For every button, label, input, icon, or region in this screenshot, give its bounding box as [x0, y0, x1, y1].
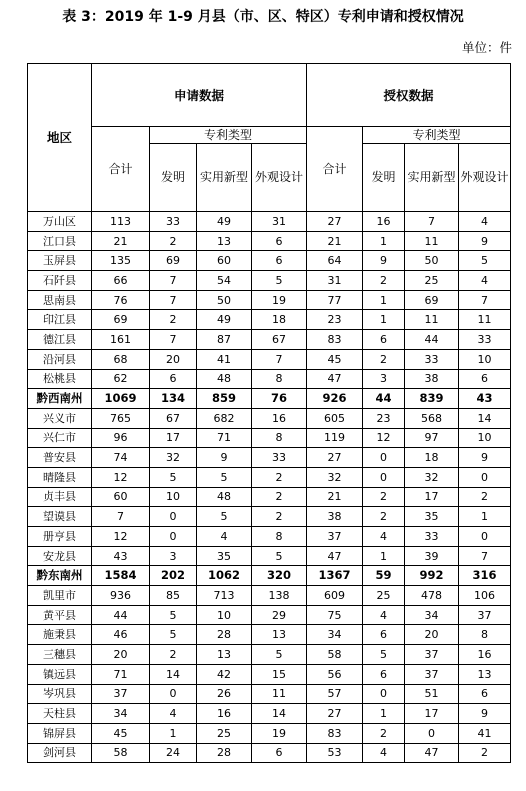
value-cell: 38 — [307, 507, 363, 527]
value-cell: 8 — [459, 625, 511, 645]
value-cell: 202 — [150, 566, 197, 586]
region-cell: 晴隆县 — [28, 467, 92, 487]
value-cell: 0 — [150, 527, 197, 547]
value-cell: 1 — [150, 723, 197, 743]
value-cell: 43 — [92, 546, 150, 566]
value-cell: 14 — [459, 408, 511, 428]
value-cell: 83 — [307, 723, 363, 743]
value-cell: 48 — [197, 487, 252, 507]
value-cell: 6 — [150, 369, 197, 389]
value-cell: 71 — [197, 428, 252, 448]
header-app-patent-type: 专利类型 — [150, 127, 307, 144]
value-cell: 19 — [252, 290, 307, 310]
value-cell: 50 — [405, 251, 459, 271]
table-row — [28, 605, 511, 625]
value-cell: 47 — [307, 546, 363, 566]
region-cell: 沿河县 — [28, 349, 92, 369]
value-cell: 53 — [307, 743, 363, 763]
value-cell: 25 — [197, 723, 252, 743]
value-cell: 926 — [307, 389, 363, 409]
value-cell: 26 — [197, 684, 252, 704]
value-cell: 32 — [150, 448, 197, 468]
value-cell: 13 — [197, 645, 252, 665]
table-row — [28, 487, 511, 507]
value-cell: 5 — [252, 546, 307, 566]
value-cell: 5 — [197, 507, 252, 527]
value-cell: 16 — [459, 645, 511, 665]
value-cell: 33 — [252, 448, 307, 468]
value-cell: 56 — [307, 664, 363, 684]
value-cell: 0 — [363, 467, 405, 487]
value-cell: 60 — [92, 487, 150, 507]
value-cell: 682 — [197, 408, 252, 428]
value-cell: 8 — [252, 428, 307, 448]
table-row — [28, 467, 511, 487]
value-cell: 4 — [363, 743, 405, 763]
value-cell: 7 — [150, 271, 197, 291]
value-cell: 1 — [363, 310, 405, 330]
region-cell: 德江县 — [28, 330, 92, 350]
region-cell: 普安县 — [28, 448, 92, 468]
value-cell: 23 — [307, 310, 363, 330]
value-cell: 27 — [307, 704, 363, 724]
value-cell: 2 — [363, 507, 405, 527]
value-cell: 44 — [405, 330, 459, 350]
header-app-invention: 发明 — [150, 144, 197, 212]
table-row — [28, 212, 511, 232]
value-cell: 87 — [197, 330, 252, 350]
header-region: 地区 — [28, 64, 92, 212]
value-cell: 41 — [197, 349, 252, 369]
value-cell: 5 — [363, 645, 405, 665]
table-row — [28, 231, 511, 251]
value-cell: 4 — [363, 527, 405, 547]
header-grant: 授权数据 — [307, 64, 511, 127]
value-cell: 5 — [252, 271, 307, 291]
value-cell: 69 — [92, 310, 150, 330]
value-cell: 4 — [363, 605, 405, 625]
table-row — [28, 251, 511, 271]
value-cell: 9 — [459, 231, 511, 251]
value-cell: 5 — [197, 467, 252, 487]
value-cell: 32 — [307, 467, 363, 487]
table-row — [28, 428, 511, 448]
value-cell: 0 — [150, 684, 197, 704]
value-cell: 113 — [92, 212, 150, 232]
region-cell: 岑巩县 — [28, 684, 92, 704]
value-cell: 6 — [363, 330, 405, 350]
value-cell: 936 — [92, 586, 150, 606]
table-row — [28, 330, 511, 350]
value-cell: 106 — [459, 586, 511, 606]
value-cell: 34 — [405, 605, 459, 625]
value-cell: 2 — [459, 743, 511, 763]
value-cell: 0 — [363, 684, 405, 704]
region-cell: 玉屏县 — [28, 251, 92, 271]
value-cell: 7 — [150, 330, 197, 350]
value-cell: 14 — [252, 704, 307, 724]
value-cell: 1 — [363, 290, 405, 310]
value-cell: 9 — [459, 704, 511, 724]
value-cell: 6 — [363, 664, 405, 684]
value-cell: 45 — [307, 349, 363, 369]
value-cell: 13 — [197, 231, 252, 251]
value-cell: 6 — [252, 743, 307, 763]
value-cell: 5 — [150, 625, 197, 645]
header-app-total: 合计 — [92, 127, 150, 212]
table-row — [28, 290, 511, 310]
value-cell: 6 — [252, 231, 307, 251]
value-cell: 54 — [197, 271, 252, 291]
region-cell: 锦屏县 — [28, 723, 92, 743]
table-row — [28, 704, 511, 724]
region-cell: 黔东南州 — [28, 566, 92, 586]
value-cell: 77 — [307, 290, 363, 310]
table-row — [28, 586, 511, 606]
value-cell: 12 — [92, 467, 150, 487]
value-cell: 38 — [405, 369, 459, 389]
value-cell: 2 — [363, 349, 405, 369]
value-cell: 28 — [197, 625, 252, 645]
header-grant-utility: 实用新型 — [405, 144, 459, 212]
value-cell: 1 — [363, 546, 405, 566]
value-cell: 6 — [252, 251, 307, 271]
value-cell: 2 — [150, 231, 197, 251]
region-cell: 松桃县 — [28, 369, 92, 389]
value-cell: 32 — [405, 467, 459, 487]
value-cell: 33 — [459, 330, 511, 350]
value-cell: 18 — [252, 310, 307, 330]
value-cell: 5 — [459, 251, 511, 271]
value-cell: 7 — [405, 212, 459, 232]
value-cell: 69 — [150, 251, 197, 271]
region-cell: 思南县 — [28, 290, 92, 310]
header-app-design: 外观设计 — [252, 144, 307, 212]
value-cell: 1 — [363, 231, 405, 251]
region-cell: 剑河县 — [28, 743, 92, 763]
value-cell: 4 — [150, 704, 197, 724]
value-cell: 4 — [197, 527, 252, 547]
value-cell: 1 — [363, 704, 405, 724]
table-row — [28, 389, 511, 409]
value-cell: 20 — [150, 349, 197, 369]
value-cell: 96 — [92, 428, 150, 448]
header-grant-total: 合计 — [307, 127, 363, 212]
value-cell: 320 — [252, 566, 307, 586]
value-cell: 58 — [307, 645, 363, 665]
value-cell: 12 — [92, 527, 150, 547]
value-cell: 7 — [92, 507, 150, 527]
value-cell: 25 — [405, 271, 459, 291]
value-cell: 31 — [252, 212, 307, 232]
value-cell: 23 — [363, 408, 405, 428]
value-cell: 27 — [307, 448, 363, 468]
value-cell: 0 — [459, 467, 511, 487]
region-cell: 万山区 — [28, 212, 92, 232]
patent-table — [27, 63, 511, 763]
value-cell: 37 — [459, 605, 511, 625]
region-cell: 江口县 — [28, 231, 92, 251]
value-cell: 11 — [405, 310, 459, 330]
value-cell: 33 — [150, 212, 197, 232]
value-cell: 2 — [459, 487, 511, 507]
table-title: 表 3：2019 年 1-9 月县（市、区、特区）专利申请和授权情况 — [62, 9, 464, 25]
value-cell: 48 — [197, 369, 252, 389]
value-cell: 41 — [459, 723, 511, 743]
header-app-utility: 实用新型 — [197, 144, 252, 212]
region-cell: 石阡县 — [28, 271, 92, 291]
value-cell: 42 — [197, 664, 252, 684]
value-cell: 839 — [405, 389, 459, 409]
value-cell: 765 — [92, 408, 150, 428]
value-cell: 59 — [363, 566, 405, 586]
region-cell: 施秉县 — [28, 625, 92, 645]
value-cell: 64 — [307, 251, 363, 271]
table-row — [28, 546, 511, 566]
value-cell: 74 — [92, 448, 150, 468]
value-cell: 7 — [459, 290, 511, 310]
value-cell: 11 — [459, 310, 511, 330]
value-cell: 24 — [150, 743, 197, 763]
value-cell: 37 — [92, 684, 150, 704]
value-cell: 14 — [150, 664, 197, 684]
value-cell: 43 — [459, 389, 511, 409]
value-cell: 33 — [405, 349, 459, 369]
value-cell: 5 — [150, 605, 197, 625]
value-cell: 19 — [252, 723, 307, 743]
table-row — [28, 369, 511, 389]
table-row — [28, 684, 511, 704]
region-cell: 天柱县 — [28, 704, 92, 724]
value-cell: 16 — [363, 212, 405, 232]
value-cell: 0 — [405, 723, 459, 743]
value-cell: 57 — [307, 684, 363, 704]
value-cell: 75 — [307, 605, 363, 625]
value-cell: 76 — [92, 290, 150, 310]
value-cell: 68 — [92, 349, 150, 369]
region-cell: 兴义市 — [28, 408, 92, 428]
value-cell: 605 — [307, 408, 363, 428]
value-cell: 5 — [252, 645, 307, 665]
value-cell: 17 — [405, 704, 459, 724]
value-cell: 62 — [92, 369, 150, 389]
value-cell: 37 — [405, 664, 459, 684]
region-cell: 兴仁市 — [28, 428, 92, 448]
value-cell: 2 — [252, 487, 307, 507]
value-cell: 16 — [197, 704, 252, 724]
value-cell: 85 — [150, 586, 197, 606]
value-cell: 29 — [252, 605, 307, 625]
value-cell: 713 — [197, 586, 252, 606]
value-cell: 58 — [92, 743, 150, 763]
value-cell: 11 — [252, 684, 307, 704]
unit-label: 单位：件 — [461, 40, 512, 55]
value-cell: 21 — [307, 231, 363, 251]
value-cell: 31 — [307, 271, 363, 291]
table-row — [28, 527, 511, 547]
region-cell: 黔西南州 — [28, 389, 92, 409]
table-row — [28, 408, 511, 428]
value-cell: 47 — [307, 369, 363, 389]
value-cell: 25 — [363, 586, 405, 606]
value-cell: 2 — [252, 467, 307, 487]
value-cell: 7 — [252, 349, 307, 369]
value-cell: 60 — [197, 251, 252, 271]
region-cell: 三穗县 — [28, 645, 92, 665]
value-cell: 2 — [150, 310, 197, 330]
value-cell: 2 — [252, 507, 307, 527]
value-cell: 4 — [459, 212, 511, 232]
value-cell: 35 — [197, 546, 252, 566]
value-cell: 138 — [252, 586, 307, 606]
header-grant-design: 外观设计 — [459, 144, 511, 212]
table-row — [28, 310, 511, 330]
value-cell: 2 — [363, 271, 405, 291]
value-cell: 17 — [405, 487, 459, 507]
value-cell: 49 — [197, 310, 252, 330]
value-cell: 34 — [92, 704, 150, 724]
value-cell: 6 — [459, 684, 511, 704]
value-cell: 37 — [307, 527, 363, 547]
value-cell: 37 — [405, 645, 459, 665]
value-cell: 0 — [150, 507, 197, 527]
value-cell: 83 — [307, 330, 363, 350]
region-cell: 镇远县 — [28, 664, 92, 684]
value-cell: 20 — [405, 625, 459, 645]
value-cell: 44 — [363, 389, 405, 409]
value-cell: 3 — [363, 369, 405, 389]
value-cell: 1062 — [197, 566, 252, 586]
region-cell: 印江县 — [28, 310, 92, 330]
value-cell: 8 — [252, 527, 307, 547]
value-cell: 28 — [197, 743, 252, 763]
region-cell: 望谟县 — [28, 507, 92, 527]
value-cell: 992 — [405, 566, 459, 586]
value-cell: 39 — [405, 546, 459, 566]
value-cell: 13 — [459, 664, 511, 684]
table-row — [28, 507, 511, 527]
header-grant-patent-type: 专利类型 — [363, 127, 511, 144]
value-cell: 12 — [363, 428, 405, 448]
value-cell: 6 — [459, 369, 511, 389]
header-application: 申请数据 — [92, 64, 307, 127]
region-cell: 安龙县 — [28, 546, 92, 566]
value-cell: 5 — [150, 467, 197, 487]
value-cell: 10 — [197, 605, 252, 625]
table-row — [28, 566, 511, 586]
table-row — [28, 743, 511, 763]
value-cell: 568 — [405, 408, 459, 428]
value-cell: 1 — [459, 507, 511, 527]
value-cell: 10 — [459, 349, 511, 369]
value-cell: 67 — [252, 330, 307, 350]
value-cell: 33 — [405, 527, 459, 547]
value-cell: 20 — [92, 645, 150, 665]
value-cell: 7 — [459, 546, 511, 566]
table-row — [28, 625, 511, 645]
value-cell: 71 — [92, 664, 150, 684]
value-cell: 1584 — [92, 566, 150, 586]
value-cell: 2 — [150, 645, 197, 665]
value-cell: 44 — [92, 605, 150, 625]
table-row — [28, 349, 511, 369]
region-cell: 贞丰县 — [28, 487, 92, 507]
value-cell: 18 — [405, 448, 459, 468]
value-cell: 161 — [92, 330, 150, 350]
value-cell: 66 — [92, 271, 150, 291]
value-cell: 2 — [363, 487, 405, 507]
value-cell: 7 — [150, 290, 197, 310]
value-cell: 21 — [307, 487, 363, 507]
value-cell: 51 — [405, 684, 459, 704]
value-cell: 49 — [197, 212, 252, 232]
value-cell: 11 — [405, 231, 459, 251]
table-row — [28, 448, 511, 468]
value-cell: 8 — [252, 369, 307, 389]
value-cell: 9 — [363, 251, 405, 271]
value-cell: 47 — [405, 743, 459, 763]
value-cell: 134 — [150, 389, 197, 409]
value-cell: 45 — [92, 723, 150, 743]
value-cell: 0 — [459, 527, 511, 547]
value-cell: 34 — [307, 625, 363, 645]
value-cell: 3 — [150, 546, 197, 566]
value-cell: 0 — [363, 448, 405, 468]
table-row — [28, 723, 511, 743]
value-cell: 859 — [197, 389, 252, 409]
region-cell: 册亨县 — [28, 527, 92, 547]
value-cell: 76 — [252, 389, 307, 409]
value-cell: 609 — [307, 586, 363, 606]
value-cell: 10 — [150, 487, 197, 507]
table-row — [28, 645, 511, 665]
value-cell: 46 — [92, 625, 150, 645]
value-cell: 69 — [405, 290, 459, 310]
value-cell: 316 — [459, 566, 511, 586]
value-cell: 135 — [92, 251, 150, 271]
value-cell: 17 — [150, 428, 197, 448]
value-cell: 35 — [405, 507, 459, 527]
value-cell: 10 — [459, 428, 511, 448]
value-cell: 478 — [405, 586, 459, 606]
region-cell: 黄平县 — [28, 605, 92, 625]
value-cell: 67 — [150, 408, 197, 428]
value-cell: 16 — [252, 408, 307, 428]
value-cell: 9 — [197, 448, 252, 468]
value-cell: 21 — [92, 231, 150, 251]
value-cell: 50 — [197, 290, 252, 310]
table-row — [28, 271, 511, 291]
value-cell: 6 — [363, 625, 405, 645]
table-row — [28, 664, 511, 684]
value-cell: 97 — [405, 428, 459, 448]
value-cell: 9 — [459, 448, 511, 468]
value-cell: 15 — [252, 664, 307, 684]
header-grant-invention: 发明 — [363, 144, 405, 212]
value-cell: 13 — [252, 625, 307, 645]
value-cell: 119 — [307, 428, 363, 448]
region-cell: 凯里市 — [28, 586, 92, 606]
value-cell: 2 — [363, 723, 405, 743]
value-cell: 27 — [307, 212, 363, 232]
value-cell: 4 — [459, 271, 511, 291]
value-cell: 1069 — [92, 389, 150, 409]
value-cell: 1367 — [307, 566, 363, 586]
